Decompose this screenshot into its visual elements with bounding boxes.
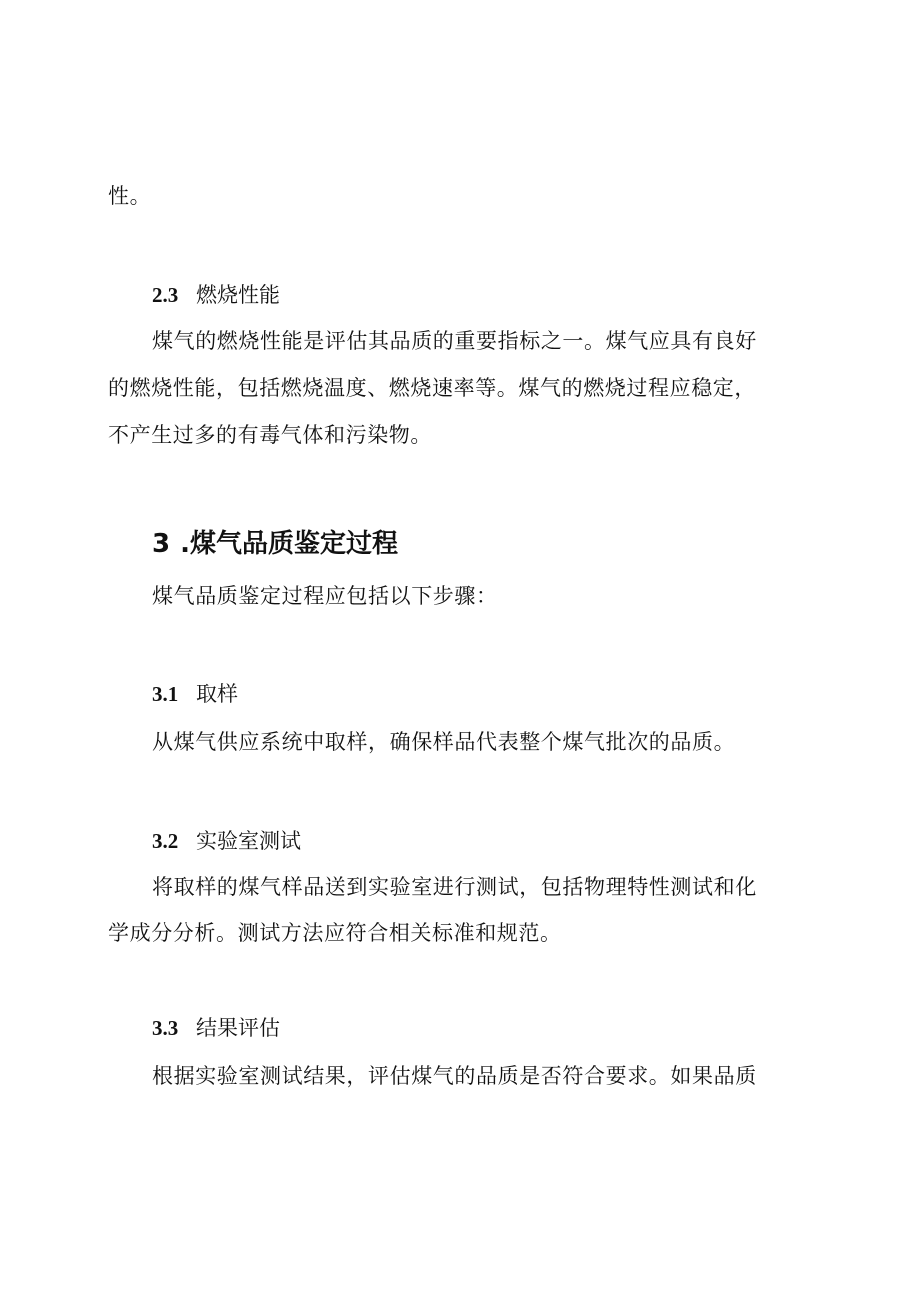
section-title: 结果评估 (196, 1016, 280, 1040)
paragraph-line: 的燃烧性能，包括燃烧温度、燃烧速率等。煤气的燃烧过程应稳定， (108, 376, 756, 400)
paragraph-line: 学成分分析。测试方法应符合相关标准和规范。 (108, 921, 562, 945)
section-3-2-heading (152, 826, 301, 856)
paragraph-line: 根据实验室测试结果，评估煤气的品质是否符合要求。如果品质 (152, 1064, 757, 1088)
paragraph-line: 将取样的煤气样品送到实验室进行测试，包括物理特性测试和化 (152, 875, 757, 899)
section-3-3-heading (152, 1013, 280, 1043)
continuation-text: 性。 (108, 184, 152, 208)
section-number: 3.1 (152, 682, 179, 706)
paragraph-line: 煤气的燃烧性能是评估其品质的重要指标之一。煤气应具有良好 (152, 329, 757, 353)
section-title: .煤气品质鉴定过程 (180, 529, 398, 559)
paragraph-line: 不产生过多的有毒气体和污染物。 (108, 423, 432, 447)
section-number: 3 (152, 529, 171, 559)
section-title: 燃烧性能 (196, 283, 280, 307)
section-number: 2.3 (152, 283, 179, 307)
section-number: 3.3 (152, 1016, 179, 1040)
paragraph-line: 从煤气供应系统中取样，确保样品代表整个煤气批次的品质。 (152, 730, 736, 754)
section-3-1-heading (152, 679, 238, 709)
section-number: 3.2 (152, 829, 179, 853)
section-title: 取样 (196, 682, 238, 706)
paragraph-line: 煤气品质鉴定过程应包括以下步骤： (152, 584, 498, 608)
section-3-heading (152, 527, 398, 561)
section-title: 实验室测试 (196, 829, 301, 853)
section-2-3-heading (152, 280, 280, 310)
